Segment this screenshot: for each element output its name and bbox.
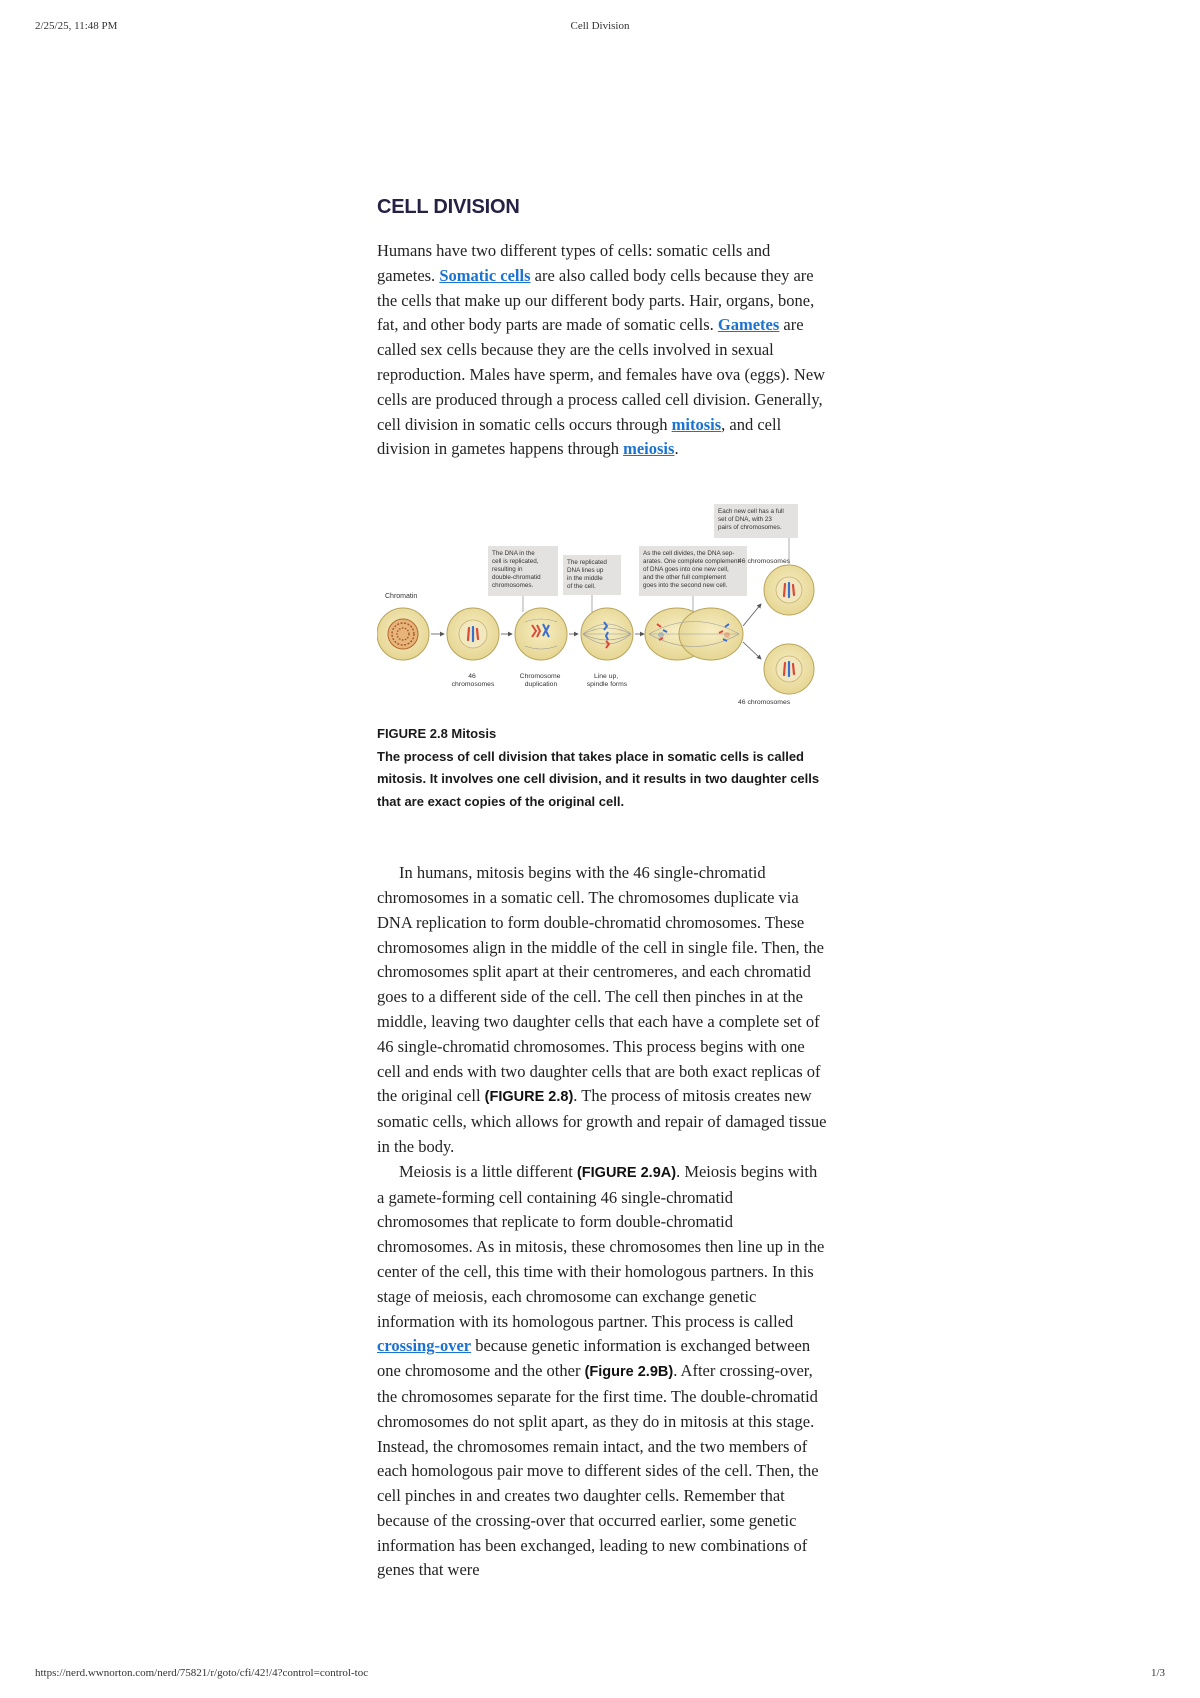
print-url: https://nerd.wwnorton.com/nerd/75821/r/goto/cfi/42!/4?control=control-toc <box>35 1667 369 1679</box>
main-content <box>377 196 827 1583</box>
chromatin-cell <box>377 608 429 660</box>
somatic-cells-link[interactable]: Somatic cells <box>439 265 531 285</box>
label-chromatin: Chromatin <box>385 593 418 601</box>
figure-2-9a-ref: (FIGURE 2.9A) <box>576 1164 677 1181</box>
print-datetime: 2/25/25, 11:48 PM <box>35 20 118 32</box>
daughter-cell-top <box>764 565 814 615</box>
callout-divides-text: As the cell divides, the DNA sep- arates. One complete complement of DNA goes into one new cell, and the other full complement goes into the second new cell. <box>643 550 740 590</box>
figure-caption-text: The process of cell division that takes place in somatic cells is called mitosis. It involves one cell division, and it results in two daughter cells that are exact copies of the original cell. <box>377 748 820 809</box>
cell-46-chromosomes <box>447 608 499 660</box>
body-text <box>377 861 827 1583</box>
print-doc-title: Cell Division <box>570 20 630 32</box>
cell-duplication <box>515 608 567 660</box>
label-stage3: Line up, spindle forms <box>586 673 628 689</box>
section-title: CELL DIVISION <box>377 196 520 218</box>
callout-dna-replicated-text: The DNA in the cell is replicated, resulting in double-chromatid chromosomes. <box>492 550 541 590</box>
label-stage1: 46 chromosomes <box>451 673 495 689</box>
mitosis-diagram <box>377 504 827 709</box>
label-top-result: 46 chromosomes <box>738 558 791 566</box>
callout-lines-up-text: The replicated DNA lines up in the middle of the cell. <box>567 559 607 591</box>
figure-caption-label: FIGURE 2.8 Mitosis <box>377 726 497 742</box>
intro-paragraph: Humans have two different types of cells: somatic cells and gametes. Somatic cells are also called body cells because they are the cells that make up our different body parts. Hair, organs, bone, fat, and other body parts are made of somatic cells. Gametes are called sex cells because they are the cells involved in sexual reproduction. Males have sperm, and females have ova (eggs). New cells are produced through a process called cell division. Generally, cell division in somatic cells occurs through mitosis, and cell division in gametes happens through meiosis. <box>377 241 826 459</box>
figure-2-8-ref: (FIGURE 2.8) <box>484 1089 574 1106</box>
meiosis-paragraph: Meiosis is a little different (FIGURE 2.9A). Meiosis begins with a gamete-forming cell containing 46 single-chromatid chromosomes that replicate to form double-chromatid chromosomes. As in mitosis, these chromosomes then line up in the center of the cell, this time with their homologous partners. In this stage of meiosis, each chromosome can exchange genetic information with its homologous partner. This process is called crossing-over because genetic information is exchanged between one chromosome and the other (Figure 2.9B). After crossing-over, the chromosomes separate for the first time. The double-chromatid chromosomes do not split apart, as they do in mitosis at this stage. Instead, the chromosomes remain intact, and the two members of each homologous pair move to different sides of the cell. Then, the cell pinches in and creates two daughter cells. Remember that because of the crossing-over that occurred earlier, some genetic information has been exchanged, leading to new combinations of genes that were <box>377 1161 825 1580</box>
cell-dividing <box>645 608 743 660</box>
mitosis-figure <box>377 504 827 709</box>
print-page-number: 1/3 <box>1150 1667 1165 1679</box>
meiosis-link[interactable]: meiosis <box>623 439 675 459</box>
cell-line-up <box>581 608 633 660</box>
mitosis-paragraph: In humans, mitosis begins with the 46 single-chromatid chromosomes in a somatic cell. The chromosomes duplicate via DNA replication to form double-chromatid chromosomes. These chromosomes align in the middle of the cell in single file. Then, the chromosomes split apart at their centromeres, and each chromatid goes to a different side of the cell. The cell then pinches in at the middle, leaving two daughter cells that each have a complete set of 46 single-chromatid chromosomes. This process begins with one cell and ends with two daughter cells that are both exact replicas of the original cell (FIGURE 2.8). The process of mitosis creates new somatic cells, which allows for growth and repair of damaged tissue in the body. <box>377 863 827 1156</box>
label-stage2: Chromosome duplication <box>519 673 561 689</box>
gametes-link[interactable]: Gametes <box>717 315 780 335</box>
mitosis-link[interactable]: mitosis <box>671 414 722 434</box>
crossing-over-link[interactable]: crossing-over <box>377 1336 472 1356</box>
figure-caption <box>377 723 827 813</box>
callout-full-set-text: Each new cell has a full set of DNA, with 23 pairs of chromosomes. <box>718 508 784 532</box>
label-bottom-result: 46 chromosomes <box>738 699 791 707</box>
daughter-cell-bottom <box>764 644 814 694</box>
figure-2-9b-ref: (Figure 2.9B) <box>584 1364 674 1381</box>
